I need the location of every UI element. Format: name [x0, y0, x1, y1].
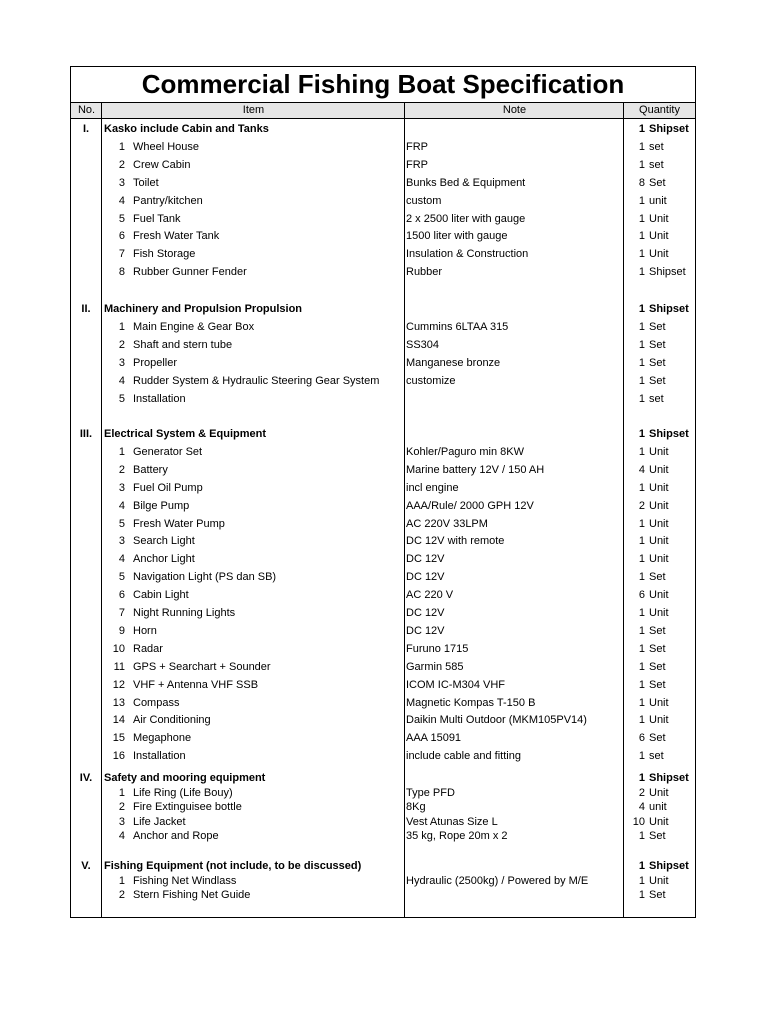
item-unit: Set — [649, 356, 666, 369]
item-name: Installation — [133, 750, 186, 763]
item-note: Hydraulic (2500kg) / Powered by M/E — [406, 874, 589, 887]
item-note: AC 220V 33LPM — [406, 517, 488, 530]
table-row — [71, 263, 695, 281]
section-header-row — [71, 300, 695, 318]
item-unit: Unit — [649, 696, 669, 709]
item-unit: Set — [649, 338, 666, 351]
item-unit: set — [649, 392, 664, 405]
item-number: 8 — [118, 266, 125, 279]
item-unit: set — [649, 158, 664, 171]
item-quantity: 1 — [638, 642, 645, 655]
item-number: 1 — [118, 786, 125, 799]
item-name: Battery — [133, 463, 168, 476]
item-name: Propeller — [133, 356, 178, 369]
section-unit: Shipset — [649, 428, 689, 440]
item-name: Installation — [133, 392, 186, 405]
item-name: Fuel Tank — [133, 212, 181, 225]
table-row — [71, 786, 695, 801]
item-number: 16 — [112, 750, 125, 763]
item-unit: Unit — [649, 815, 669, 828]
item-number: 11 — [113, 660, 125, 673]
item-number: 1 — [118, 140, 125, 153]
item-name: Anchor and Rope — [133, 830, 219, 843]
item-unit: Set — [649, 374, 666, 387]
item-number: 7 — [118, 607, 125, 619]
section-quantity: 1 — [638, 772, 645, 784]
table-row — [71, 372, 695, 390]
section-quantity: 1 — [638, 303, 645, 315]
item-number: 3 — [118, 176, 125, 189]
item-note: Manganese bronze — [406, 356, 501, 369]
item-note: SS304 — [406, 338, 440, 351]
item-note: AC 220 V — [406, 589, 454, 602]
table-row — [71, 640, 695, 658]
item-number: 2 — [118, 463, 125, 476]
table-row — [71, 227, 695, 245]
item-name: Fresh Water Tank — [133, 230, 220, 243]
item-note: Kohler/Paguro min 8KW — [406, 445, 524, 458]
item-unit: Set — [649, 678, 666, 691]
item-quantity: 1 — [638, 571, 645, 584]
item-unit: Set — [649, 176, 666, 189]
item-name: Fire Extinguisee bottle — [133, 801, 242, 814]
table-row — [71, 568, 695, 586]
item-quantity: 8 — [638, 176, 645, 189]
section-title: Electrical System & Equipment — [104, 428, 266, 440]
section-title: Safety and mooring equipment — [104, 772, 266, 784]
item-note: DC 12V — [406, 624, 445, 637]
section-header-row — [71, 425, 695, 443]
item-quantity: 6 — [638, 732, 645, 745]
header-note: Note — [405, 102, 624, 119]
item-name: Horn — [133, 624, 157, 637]
section-unit: Shipset — [649, 123, 689, 135]
item-quantity: 1 — [638, 660, 645, 673]
table-row — [71, 888, 695, 903]
item-name: Generator Set — [133, 445, 203, 458]
item-number: 4 — [118, 553, 125, 566]
item-name: Rudder System & Hydraulic Steering Gear System — [133, 374, 380, 387]
item-unit: Set — [649, 889, 666, 902]
item-unit: unit — [649, 801, 667, 814]
section-number: III. — [79, 428, 93, 440]
item-number: 1 — [118, 320, 125, 333]
item-name: Cabin Light — [133, 589, 189, 602]
table-row — [71, 874, 695, 889]
item-quantity: 1 — [638, 140, 645, 153]
section-title: Kasko include Cabin and Tanks — [104, 123, 269, 135]
item-name: Megaphone — [133, 732, 192, 745]
table-row — [71, 174, 695, 192]
item-number: 4 — [118, 194, 125, 207]
item-quantity: 1 — [638, 607, 645, 619]
item-unit: Set — [649, 571, 666, 584]
item-number: 6 — [118, 230, 125, 243]
item-number: 15 — [112, 732, 125, 745]
item-number: 3 — [118, 356, 125, 369]
table-row — [71, 829, 695, 844]
section-header-row — [71, 859, 695, 874]
section-number: II. — [81, 303, 91, 315]
item-unit: Set — [649, 660, 666, 673]
item-unit: Unit — [649, 212, 669, 225]
item-quantity: 6 — [638, 589, 645, 602]
item-quantity: 1 — [638, 392, 645, 405]
page-title: Commercial Fishing Boat Specification — [141, 69, 625, 99]
item-name: Fish Storage — [133, 248, 196, 261]
section-quantity: 1 — [638, 428, 645, 440]
item-unit: Unit — [649, 786, 669, 799]
item-quantity: 1 — [638, 338, 645, 351]
item-quantity: 1 — [638, 624, 645, 637]
item-note: Daikin Multi Outdoor (MKM105PV14) — [406, 714, 587, 727]
header-quantity: Quantity — [624, 102, 695, 119]
item-note: DC 12V with remote — [406, 535, 505, 548]
section-header-row — [71, 771, 695, 786]
item-number: 6 — [118, 589, 125, 602]
table-row — [71, 354, 695, 372]
table-row — [71, 622, 695, 640]
item-quantity: 1 — [638, 517, 645, 530]
section-number: V. — [81, 860, 91, 872]
item-note: FRP — [406, 140, 428, 153]
item-note: AAA/Rule/ 2000 GPH 12V — [406, 499, 534, 512]
section-number: IV. — [79, 772, 93, 784]
item-note: Rubber — [406, 266, 443, 279]
item-unit: Unit — [649, 517, 669, 530]
item-unit: Set — [649, 624, 666, 637]
item-quantity: 1 — [638, 445, 645, 458]
table-row — [71, 604, 695, 622]
item-unit: Unit — [649, 874, 669, 887]
item-number: 2 — [118, 158, 125, 171]
spec-sheet — [70, 66, 696, 918]
item-name: Fuel Oil Pump — [133, 481, 203, 494]
section-title: Machinery and Propulsion Propulsion — [104, 303, 303, 315]
item-note: Cummins 6LTAA 315 — [406, 320, 509, 333]
item-quantity: 1 — [638, 194, 645, 207]
item-note: Bunks Bed & Equipment — [406, 176, 526, 189]
table-row — [71, 800, 695, 815]
item-name: Night Running Lights — [133, 607, 236, 619]
item-name: Search Light — [133, 535, 195, 548]
item-quantity: 2 — [638, 786, 645, 799]
item-name: Life Jacket — [133, 815, 186, 828]
item-number: 4 — [118, 830, 125, 843]
item-unit: Unit — [649, 463, 669, 476]
item-quantity: 1 — [638, 874, 645, 887]
item-quantity: 1 — [638, 212, 645, 225]
item-quantity: 1 — [638, 230, 645, 243]
item-unit: Unit — [649, 481, 669, 494]
table-row — [71, 729, 695, 747]
item-unit: Unit — [649, 553, 669, 566]
item-unit: Unit — [649, 535, 669, 548]
item-note: Marine battery 12V / 150 AH — [406, 463, 545, 476]
item-note: DC 12V — [406, 571, 445, 584]
section-quantity: 1 — [638, 123, 645, 135]
item-name: Crew Cabin — [133, 158, 191, 171]
item-note: Furuno 1715 — [406, 642, 469, 655]
item-note: 1500 liter with gauge — [406, 230, 508, 243]
item-quantity: 2 — [638, 499, 645, 512]
item-unit: Unit — [649, 589, 669, 602]
item-number: 10 — [112, 642, 125, 655]
item-name: Life Ring (Life Bouy) — [133, 786, 233, 799]
item-note: 35 kg, Rope 20m x 2 — [406, 830, 508, 843]
item-unit: set — [649, 140, 664, 153]
item-name: Toilet — [133, 176, 159, 189]
item-number: 2 — [118, 338, 125, 351]
item-number: 2 — [118, 801, 125, 814]
item-number: 13 — [112, 696, 125, 709]
table-row — [71, 711, 695, 729]
item-unit: Unit — [649, 499, 669, 512]
item-unit: Unit — [649, 607, 669, 619]
table-row — [71, 210, 695, 228]
section-title: Fishing Equipment (not include, to be discussed) — [104, 860, 362, 872]
item-number: 4 — [118, 374, 125, 387]
item-unit: unit — [649, 194, 667, 207]
item-name: Main Engine & Gear Box — [133, 320, 255, 333]
item-number: 3 — [118, 481, 125, 494]
item-note: 2 x 2500 liter with gauge — [406, 212, 526, 225]
item-unit: Set — [649, 830, 666, 843]
item-note: customize — [406, 374, 456, 387]
table-row — [71, 676, 695, 694]
item-name: Wheel House — [133, 140, 200, 153]
item-number: 5 — [118, 392, 125, 405]
section-header-row — [71, 120, 695, 138]
item-unit: Set — [649, 732, 666, 745]
item-unit: Unit — [649, 230, 669, 243]
table-row — [71, 336, 695, 354]
item-name: GPS + Searchart + Sounder — [133, 660, 271, 673]
section-unit: Shipset — [649, 860, 689, 872]
item-name: Navigation Light (PS dan SB) — [133, 571, 277, 584]
section-unit: Shipset — [649, 303, 689, 315]
item-name: Anchor Light — [133, 553, 195, 566]
section-unit: Shipset — [649, 772, 689, 784]
table-row — [71, 586, 695, 604]
item-number: 12 — [112, 678, 125, 691]
item-note: ICOM IC-M304 VHF — [406, 678, 506, 691]
item-number: 14 — [112, 714, 125, 727]
item-quantity: 1 — [638, 481, 645, 494]
item-quantity: 4 — [638, 801, 645, 814]
table-row — [71, 815, 695, 830]
item-number: 2 — [118, 889, 125, 902]
section-quantity: 1 — [638, 860, 645, 872]
item-name: Pantry/kitchen — [133, 194, 203, 207]
item-unit: Set — [649, 320, 666, 333]
item-note: FRP — [406, 158, 428, 171]
item-quantity: 1 — [638, 750, 645, 763]
table-row — [71, 550, 695, 568]
item-quantity: 1 — [638, 830, 645, 843]
item-name: Bilge Pump — [133, 499, 190, 512]
item-number: 5 — [118, 517, 125, 530]
item-unit: Set — [649, 642, 666, 655]
item-note: Insulation & Construction — [406, 248, 529, 261]
item-unit: Unit — [649, 714, 669, 727]
item-name: Fresh Water Pump — [133, 517, 225, 530]
item-number: 1 — [118, 874, 125, 887]
item-name: Air Conditioning — [133, 714, 211, 727]
item-note: 8Kg — [406, 801, 426, 814]
item-number: 9 — [118, 624, 125, 637]
item-note: AAA 15091 — [406, 732, 462, 745]
item-name: Radar — [133, 642, 163, 655]
item-quantity: 1 — [638, 374, 645, 387]
table-row — [71, 138, 695, 156]
item-quantity: 4 — [638, 463, 645, 476]
table-row — [71, 747, 695, 765]
item-note: custom — [406, 194, 442, 207]
item-number: 5 — [118, 212, 125, 225]
item-name: Compass — [133, 696, 180, 709]
item-unit: Shipset — [649, 266, 686, 279]
table-row — [71, 532, 695, 550]
table-row — [71, 318, 695, 336]
item-name: Stern Fishing Net Guide — [133, 889, 251, 902]
item-quantity: 10 — [632, 815, 645, 828]
item-number: 4 — [118, 499, 125, 512]
item-note: Magnetic Kompas T-150 B — [406, 696, 536, 709]
table-row — [71, 658, 695, 676]
item-name: Fishing Net Windlass — [133, 874, 237, 887]
item-quantity: 1 — [638, 696, 645, 709]
item-note: DC 12V — [406, 553, 445, 566]
item-number: 3 — [118, 535, 125, 548]
item-name: Shaft and stern tube — [133, 338, 233, 351]
table-row — [71, 245, 695, 263]
item-number: 5 — [118, 571, 125, 584]
item-name: VHF + Antenna VHF SSB — [133, 678, 259, 691]
item-quantity: 1 — [638, 248, 645, 261]
item-note: Garmin 585 — [406, 660, 464, 673]
item-quantity: 1 — [638, 889, 645, 902]
table-row — [71, 479, 695, 497]
item-quantity: 1 — [638, 356, 645, 369]
item-quantity: 1 — [638, 266, 645, 279]
table-row — [71, 156, 695, 174]
table-row — [71, 461, 695, 479]
item-quantity: 1 — [638, 553, 645, 566]
table-row — [71, 443, 695, 461]
section-number: I. — [82, 123, 90, 135]
item-note: Vest Atunas Size L — [406, 815, 498, 828]
item-quantity: 1 — [638, 320, 645, 333]
item-unit: Unit — [649, 445, 669, 458]
item-unit: Unit — [649, 248, 669, 261]
item-note: incl engine — [406, 481, 459, 494]
table-row — [71, 192, 695, 210]
item-number: 1 — [118, 445, 125, 458]
header-no: No. — [71, 102, 102, 119]
item-unit: set — [649, 750, 664, 763]
item-number: 3 — [118, 815, 125, 828]
table-row — [71, 497, 695, 515]
table-row — [71, 515, 695, 533]
item-note: Type PFD — [406, 786, 455, 799]
header-item: Item — [102, 102, 405, 119]
item-quantity: 1 — [638, 535, 645, 548]
item-note: DC 12V — [406, 607, 445, 619]
item-name: Rubber Gunner Fender — [133, 266, 247, 279]
table-row — [71, 390, 695, 408]
item-note: include cable and fitting — [406, 750, 521, 763]
table-row — [71, 694, 695, 712]
item-number: 7 — [118, 248, 125, 261]
item-quantity: 1 — [638, 158, 645, 171]
item-quantity: 1 — [638, 678, 645, 691]
item-quantity: 1 — [638, 714, 645, 727]
